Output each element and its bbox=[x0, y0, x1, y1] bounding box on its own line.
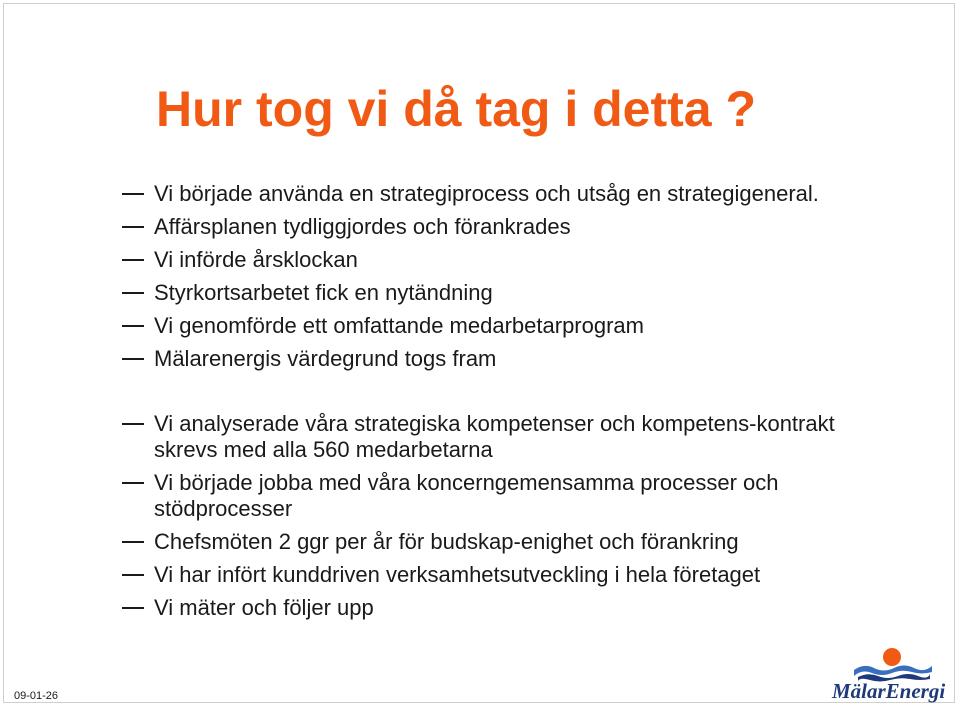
bullet-item bbox=[122, 247, 892, 273]
dash-bullet-icon bbox=[122, 259, 144, 261]
bullet-text: Affärsplanen tydliggjordes och förankrades bbox=[154, 214, 571, 239]
bullet-item bbox=[122, 214, 892, 240]
dash-bullet-icon bbox=[122, 541, 144, 543]
bullet-item bbox=[122, 529, 892, 555]
bullet-item bbox=[122, 411, 892, 463]
bullet-item bbox=[122, 313, 892, 339]
bullet-item bbox=[122, 470, 892, 522]
maelarenergi-logo-icon bbox=[852, 646, 934, 682]
bullet-text: Vi började använda en strategiprocess och utsåg en strategigeneral. bbox=[154, 181, 819, 206]
bullet-list bbox=[122, 181, 892, 628]
bullet-text: Vi genomförde ett omfattande medarbetarprogram bbox=[154, 313, 644, 338]
bullet-item bbox=[122, 280, 892, 306]
dash-bullet-icon bbox=[122, 607, 144, 609]
bullet-text: Vi analyserade våra strategiska kompetenser och kompetens-kontrakt skrevs med alla 560 medarbetarna bbox=[154, 411, 835, 462]
bullet-text: Vi införde årsklockan bbox=[154, 247, 358, 272]
logo-sun-icon bbox=[883, 648, 901, 666]
bullet-item bbox=[122, 595, 892, 621]
slide bbox=[3, 3, 955, 703]
dash-bullet-icon bbox=[122, 292, 144, 294]
dash-bullet-icon bbox=[122, 226, 144, 228]
dash-bullet-icon bbox=[122, 423, 144, 425]
bullet-item bbox=[122, 181, 892, 207]
bullet-text: Mälarenergis värdegrund togs fram bbox=[154, 346, 497, 371]
dash-bullet-icon bbox=[122, 358, 144, 360]
slide-title: Hur tog vi då tag i detta ? bbox=[156, 81, 757, 137]
dash-bullet-icon bbox=[122, 482, 144, 484]
logo-wave-icon bbox=[854, 666, 932, 677]
bullet-item bbox=[122, 562, 892, 588]
bullet-text: Styrkortsarbetet fick en nytändning bbox=[154, 280, 493, 305]
bullet-text: Chefsmöten 2 ggr per år för budskap-enighet och förankring bbox=[154, 529, 739, 554]
dash-bullet-icon bbox=[122, 193, 144, 195]
dash-bullet-icon bbox=[122, 574, 144, 576]
bullet-text: Vi har infört kunddriven verksamhetsutveckling i hela företaget bbox=[154, 562, 761, 587]
bullet-item bbox=[122, 346, 892, 372]
dash-bullet-icon bbox=[122, 325, 144, 327]
bullet-text: Vi mäter och följer upp bbox=[154, 595, 374, 620]
bullet-text: Vi började jobba med våra koncerngemensamma processer och stödprocesser bbox=[154, 470, 779, 521]
logo-wordmark: MälarEnergi bbox=[832, 679, 946, 703]
footer-date: 09-01-26 bbox=[14, 690, 59, 702]
company-logo bbox=[830, 646, 952, 708]
